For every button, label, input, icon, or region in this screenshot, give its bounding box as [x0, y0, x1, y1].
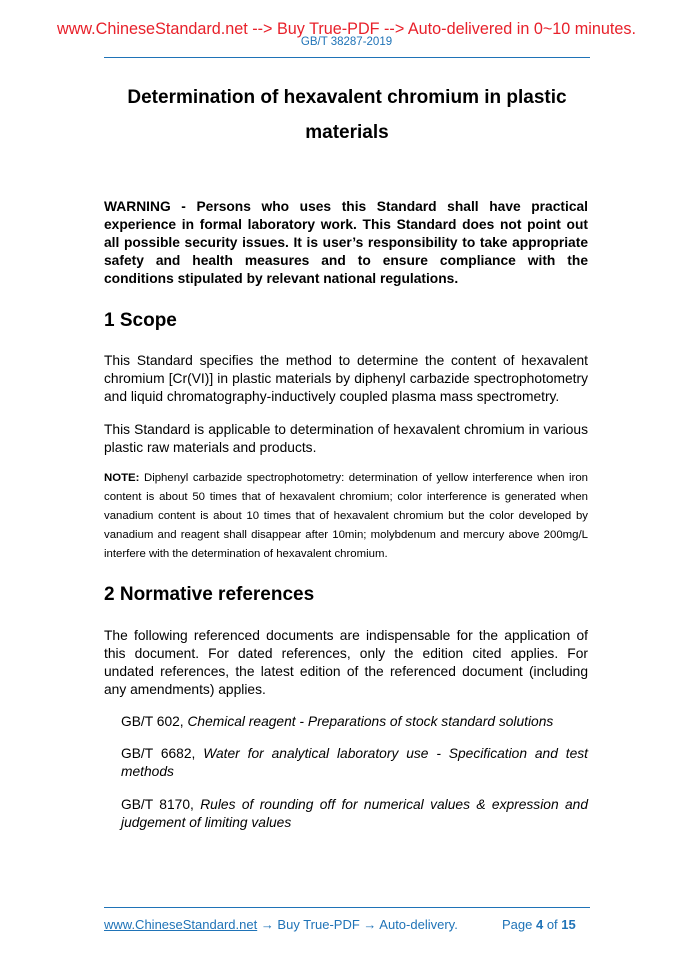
page-total: 15: [561, 917, 576, 932]
reference-title: Rules of rounding off for numerical values & expression and judgement of limiting values: [121, 797, 588, 830]
warning-paragraph: WARNING - Persons who uses this Standard shall have practical experience in formal laboratory work. This Standard does not point out all possible security issues. It is user’s responsibility to take appropriate safety and health measures and to ensure compliance with the conditions stipulated by relevant national regulations.: [104, 199, 588, 286]
reference-code: GB/T 602,: [121, 714, 188, 729]
title-line-1: Determination of hexavalent chromium in plastic: [127, 87, 567, 108]
page-number: 4: [535, 917, 544, 932]
reference-item: [121, 713, 588, 731]
page-indicator: [502, 917, 576, 932]
scope-paragraph-1: This Standard specifies the method to determine the content of hexavalent chromium [Cr(VI)] in plastic materials by diphenyl carbazide spectrophotometry and liquid chromatography-inductively coupled plasma mass spectrometry.: [104, 353, 588, 404]
footer-promo: [104, 917, 458, 932]
footer-promo-text: → Buy True-PDF → Auto-delivery.: [257, 917, 458, 932]
section-heading-scope: 1 Scope: [104, 310, 177, 331]
footer-link[interactable]: www.ChineseStandard.net: [104, 917, 258, 932]
note-text: Diphenyl carbazide spectrophotometry: determination of yellow interference when iron content is about 50 times that of hexavalent chromium; color interference is generated when vanadium content is about 10 times that of hexavalent chromium but the color developed by vanadium and reagent shall disappear after 10min; molybdenum and mercury above 200mg/L interfere with the determination of hexavalent chromium.: [104, 472, 588, 560]
reference-code: GB/T 6682,: [121, 746, 204, 761]
scope-paragraph-2: This Standard is applicable to determination of hexavalent chromium in various plastic raw materials and products.: [104, 422, 588, 455]
reference-code: GB/T 8170,: [121, 797, 201, 812]
standard-code: GB/T 38287-2019: [300, 36, 393, 48]
header-banner: www.ChineseStandard.net --> Buy True-PDF --> Auto-delivered in 0~10 minutes.: [57, 20, 636, 38]
reference-title: Chemical reagent - Preparations of stock standard solutions: [187, 714, 554, 729]
reference-item: [121, 745, 588, 781]
normative-references-paragraph: The following referenced documents are indispensable for the application of this document. For dated references, only the edition cited applies. For undated references, the latest edition of the referenced document (including any amendments) applies.: [104, 628, 588, 697]
title-line-2: materials: [305, 122, 389, 143]
note-label: NOTE:: [104, 472, 140, 484]
page-of-label: of: [543, 917, 562, 932]
reference-title: Water for analytical laboratory use - Specification and test methods: [121, 746, 589, 779]
page-label: Page: [502, 917, 536, 932]
document-title: [104, 80, 590, 150]
footer-divider: [104, 907, 590, 908]
header-divider: [104, 57, 590, 58]
reference-item: [121, 796, 588, 832]
section-heading-normative-references: 2 Normative references: [104, 584, 315, 605]
scope-note: [104, 469, 588, 564]
